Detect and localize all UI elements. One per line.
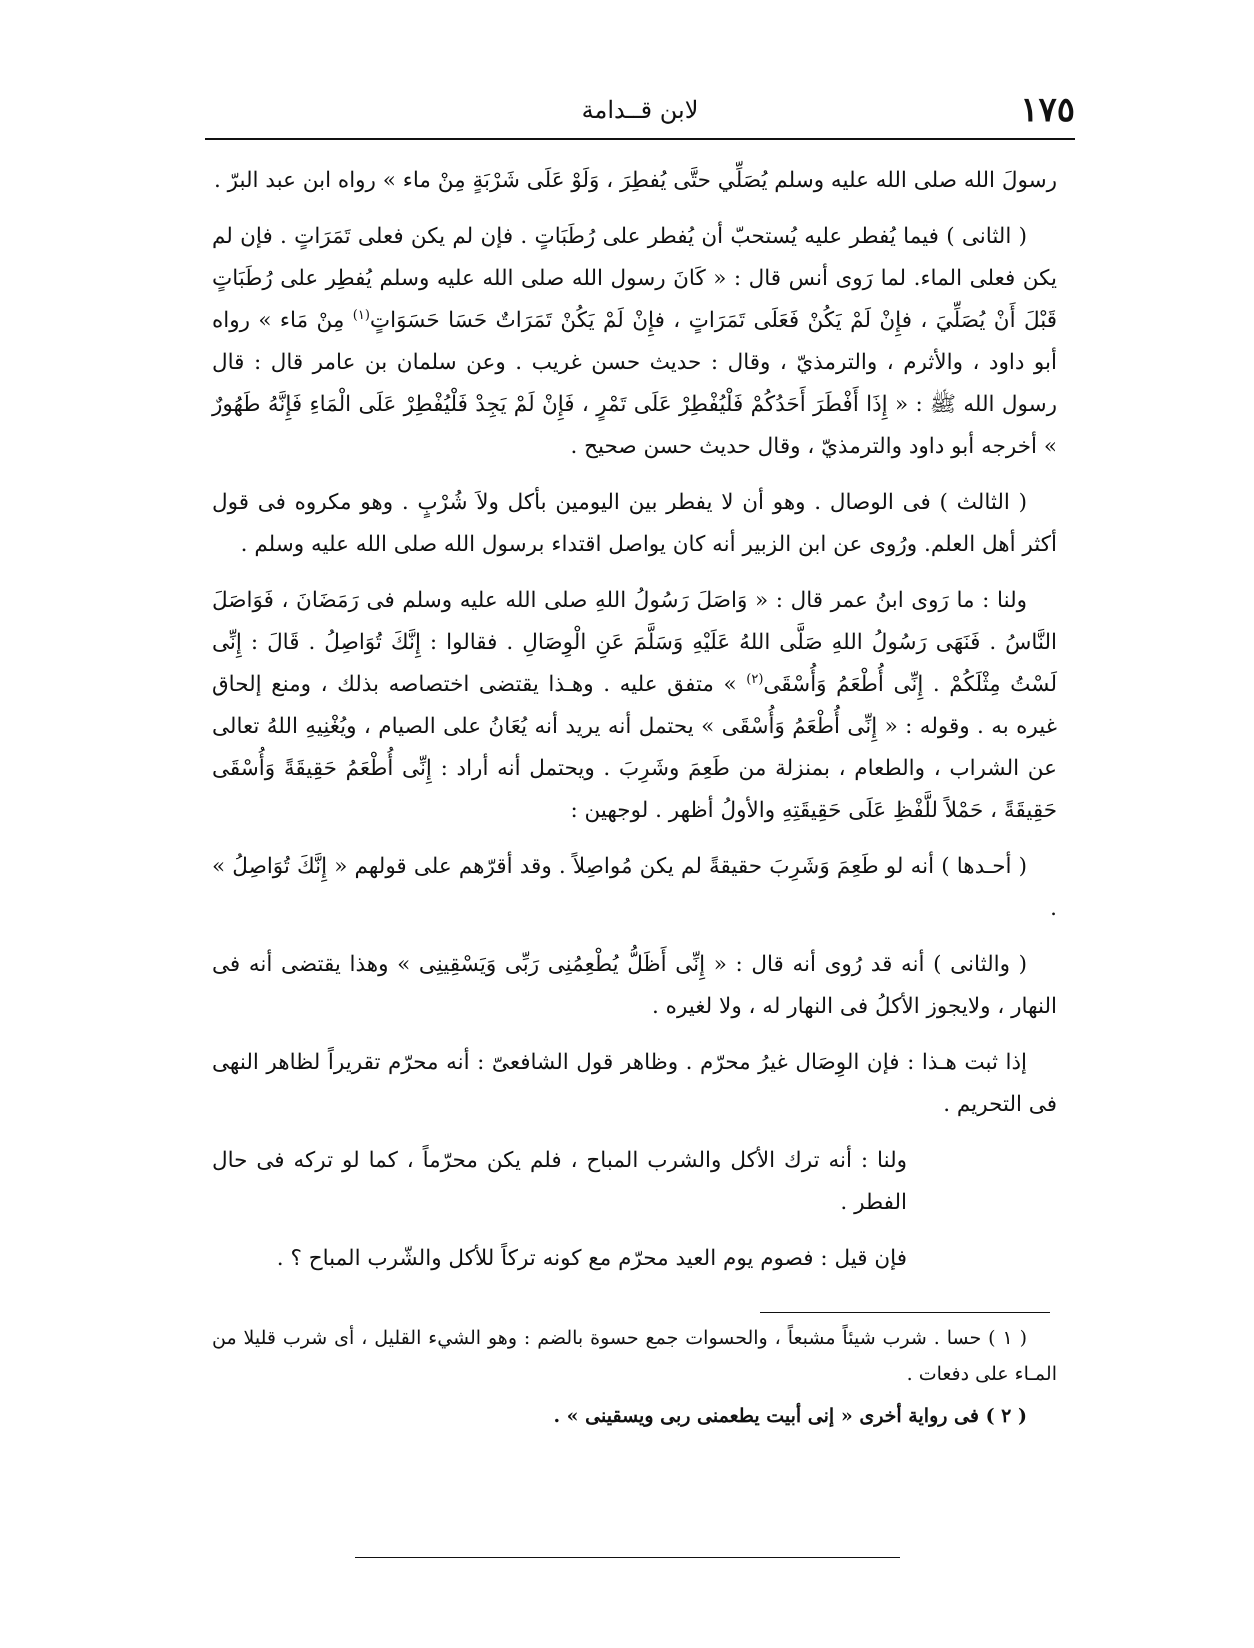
paragraph-text: ( أحـدها ) أنه لو طَعِمَ وَشَرِبَ حقيقةً لم يكن مُواصِلاً . وقد أقرّهم على قولهم « إِنَّكَ تُوَاصِلُ » . [212,854,1057,921]
paragraph-text: ولنا : ما رَوى ابنُ عمر قال : « وَاصَلَ رَسُولُ اللهِ صلى الله عليه وسلم فى رَمَضَانَ ، فَوَاصَلَ النَّاسُ . فَنَهَى رَسُولُ اللهِ صَلَّى اللهُ عَلَيْهِ وَسَلَّمَ عَنِ الْوِصَالِ . فقالوا : إِنَّكَ تُوَاصِلُ . قَالَ : إِنِّى لَسْتُ مِثْلَكُمْ . إِنِّى أُطْعَمُ وَأُسْقَى [212,588,1057,697]
paragraph-second [212,216,1057,468]
paragraph-third [212,482,1057,566]
paragraph-text: مِنْ مَاء » رواه أبو داود ، والأثرم ، والترمذيّ ، وقال : حديث حسن غريب . وعن سلمان بن عامر قال : قال رسول الله ﷺ : « إِذَا أَفْطَرَ أَحَدُكُمْ فَلْيُفْطِرْ عَلَى تَمْرٍ ، فَإِنْ لَمْ يَجِدْ فَلْيُفْطِرْ عَلَى الْمَاءِ فَإِنَّهُ طَهُورٌ » أخرجه أبو داود والترمذيّ ، وقال حديث حسن صحيح . [212,308,1057,459]
footnote-ref-2[interactable]: (٢) [746,671,764,687]
paragraph-objection [212,1238,1057,1280]
footnote-1: ( ١ ) حسا . شرب شيئاً مشبعاً ، والحسوات جمع حسوة بالضم : وهو الشيء القليل ، أى شرب قليلا من المـاء على دفعات . [212,1327,1057,1385]
paragraph-ibn-umar [212,580,1057,832]
bottom-divider [355,1557,900,1558]
paragraph-text: ( والثانى ) أنه قد رُوى أنه قال : « إِنِّى أَظَلُّ يُطْعِمُنِى رَبِّى وَيَسْقِينِى » وهذا يقتضى أنه فى النهار ، ولايجوز الأكلُ فى النهار له ، ولا لغيره . [212,952,1057,1019]
footnote-ref-1[interactable]: (١) [352,307,370,323]
paragraph-argument [212,1140,1057,1224]
paragraph-first-reason [212,846,1057,930]
running-title: لابن قــدامة [581,96,699,124]
page-number: ١٧٥ [1020,90,1075,130]
paragraph-continuation [212,160,1057,202]
paragraph-second-reason [212,944,1057,1028]
paragraph-text: ولنا : أنه ترك الأكل والشرب المباح ، فلم يكن محرّماً ، كما لو تركه فى حال الفطر . [212,1148,907,1215]
page-header [205,90,1075,138]
main-text [212,160,1057,1294]
paragraph-text: إذا ثبت هـذا : فإن الوِصَال غيرُ محرّم . وظاهر قول الشافعىّ : أنه محرّم تقريراً لظاهر النهى فى التحريم . [212,1050,1057,1117]
paragraph-text: » متفق عليه . وهـذا يقتضى اختصاصه بذلك ، ومنع إلحاق غيره به . وقوله : « إِنِّى أُطْعَمُ وَأُسْقَى » يحتمل أنه يريد أنه يُعَانُ على الصيام ، ويُغْنِيهِ اللهُ تعالى عن الشراب ، والطعام ، بمنزلة من طَعِمَ وشَرِبَ . ويحتمل أنه أراد : إِنِّى أُطْعَمُ حَقِيقَةً وَأُسْقَى حَقِيقَةً ، حَمْلاً للَّفْظِ عَلَى حَقِيقَتِهِ والأولُ أظهر . لوجهين : [212,672,1057,823]
paragraph-text: ( الثانى ) فيما يُفطر عليه يُستحبّ أن يُفطر على رُطَبَاتٍ . فإن لم يكن فعلى تَمَرَاتٍ . فإن لم يكن فعلى الماء. لما رَوى أنس قال : « كَانَ رسول الله صلى الله عليه وسلم يُفطِر على رُطَبَاتٍ قَبْلَ أَنْ يُصَلِّيَ ، فإِنْ لَمْ يَكُنْ فَعَلَى تَمَرَاتٍ ، فإِنْ لَمْ يَكُنْ تَمَرَاتٌ حَسَا حَسَوَاتٍ [212,224,1057,333]
paragraph-text: ( الثالث ) فى الوصال . وهو أن لا يفطر بين اليومين بأكل ولاَ شُرْبٍ . وهو مكروه فى قول أكثر أهل العلم. ورُوى عن ابن الزبير أنه كان يواصل اقتداء برسول الله صلى الله عليه وسلم . [212,490,1057,557]
footnote-2: ( ٢ ) فى رواية أخرى « إنى أبيت يطعمنى ربى ويسقينى » . [553,1405,1027,1427]
paragraph-text: فإن قيل : فصوم يوم العيد محرّم مع كونه تركاً للأكل والشّرب المباح ؟ . [276,1246,907,1271]
footnotes [212,1320,1057,1440]
paragraph-text: رسولَ الله صلى الله عليه وسلم يُصَلِّي حتَّى يُفطِرَ ، وَلَوْ عَلَى شَرْبَةٍ مِنْ ماء » رواه ابن عبد البرّ . [213,168,1057,193]
paragraph-ruling [212,1042,1057,1126]
footnote-divider [760,1312,1050,1313]
header-divider [205,138,1075,140]
